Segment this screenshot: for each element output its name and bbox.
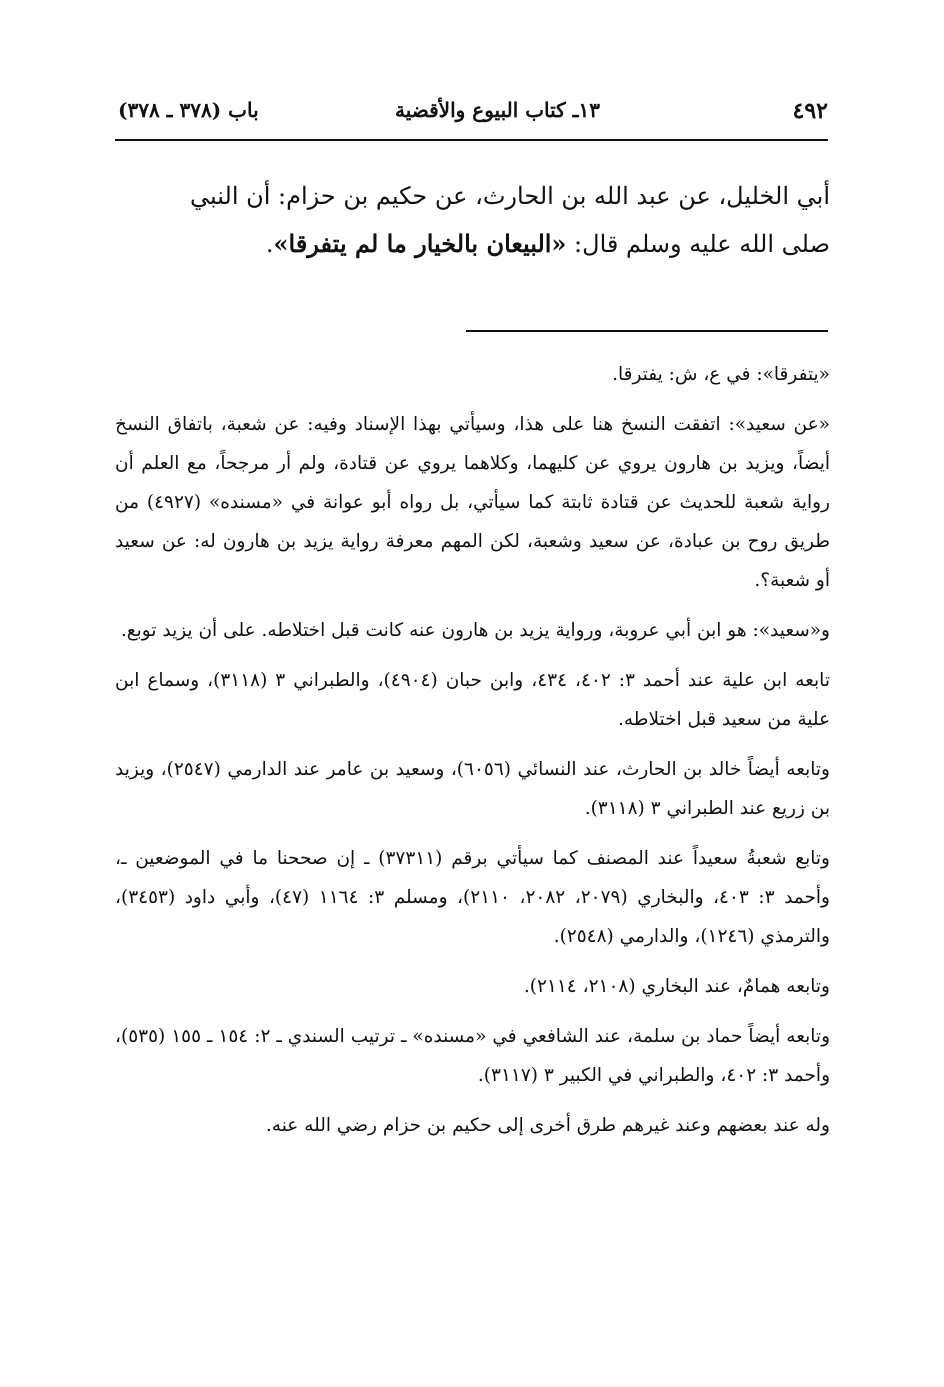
footnote-5: وتابعه أيضاً خالد بن الحارث، عند النسائي (٦٠٥٦)، وسعيد بن عامر عند الدارمي (٢٥٤٧)، ويزيد بن زريع عند الطبراني ٣ (٣١١٨). (115, 759, 830, 819)
footnote-9: وله عند بعضهم وعند غيرهم طرق أخرى إلى حكيم بن حزام رضي الله عنه. (265, 1115, 830, 1136)
header-rule (115, 139, 828, 141)
footnote-6: وتابع شعبةُ سعيداً عند المصنف كما سيأتي برقم (٣٧٣١١) ـ إن صححنا ما في الموضعين ـ، وأحمد ٣: ٤٠٣، والبخاري (٢٠٧٩، ٢٠٨٢، ٢١١٠)، ومسلم ٣: ١١٦٤ (٤٧)، وأبي داود (٣٤٥٣)، والترمذي (١٢٤٦)، والدارمي (٢٥٤٨). (115, 848, 830, 947)
footnotes (115, 355, 830, 1156)
hadith-quote: «البيعان بالخيار ما لم يتفرقا» (273, 229, 567, 258)
footnote-separator (466, 330, 828, 332)
chapter-range: باب (٣٧٨ ـ ٣٧٨) (118, 98, 259, 122)
hadith-line-1: أبي الخليل، عن عبد الله بن الحارث، عن حكيم بن حزام: أن النبي (190, 182, 830, 210)
hadith-end: . (265, 230, 274, 258)
hadith-intro: صلى الله عليه وسلم قال: (566, 230, 830, 258)
footnote-2: «عن سعيد»: اتفقت النسخ هنا على هذا، وسيأتي بهذا الإسناد وفيه: عن شعبة، باتفاق النسخ أيضاً، ويزيد بن هارون يروي عن كليهما، وكلاهما يروي عن قتادة، ولم أر مرجحاً، مع العلم أن رواية شعبة للحديث عن قتادة ثابتة كما سيأتي، بل رواه أبو عوانة في «مسنده» (٤٩٢٧) من طريق روح بن عبادة، عن سعيد وشعبة، لكن المهم معرفة رواية يزيد بن هارون له: عن سعيد أو شعبة؟. (115, 414, 830, 591)
hadith-text (115, 172, 830, 268)
footnote-8: وتابعه أيضاً حماد بن سلمة، عند الشافعي في «مسنده» ـ ترتيب السندي ـ ٢: ١٥٤ ـ ١٥٥ (٥٣٥)، وأحمد ٣: ٤٠٢، والطبراني في الكبير ٣ (٣١١٧). (115, 1026, 831, 1086)
footnote-3: و«سعيد»: هو ابن أبي عروبة، ورواية يزيد بن هارون عنه كانت قبل اختلاطه. على أن يزيد توبع. (120, 620, 830, 641)
footnote-7: وتابعه همامٌ، عند البخاري (٢١٠٨، ٢١١٤). (523, 976, 830, 997)
book-title: ١٣ـ كتاب البيوع والأقضية (395, 98, 600, 122)
running-header (118, 92, 828, 132)
page-number: ٤٩٢ (792, 98, 828, 124)
footnote-4: تابعه ابن علية عند أحمد ٣: ٤٠٢، ٤٣٤، وابن حبان (٤٩٠٤)، والطبراني ٣ (٣١١٨)، وسماع ابن علية من سعيد قبل اختلاطه. (115, 670, 830, 730)
footnote-1: «يتفرقا»: في ع، ش: يفترقا. (612, 364, 830, 385)
hadith-line-2 (115, 220, 830, 268)
